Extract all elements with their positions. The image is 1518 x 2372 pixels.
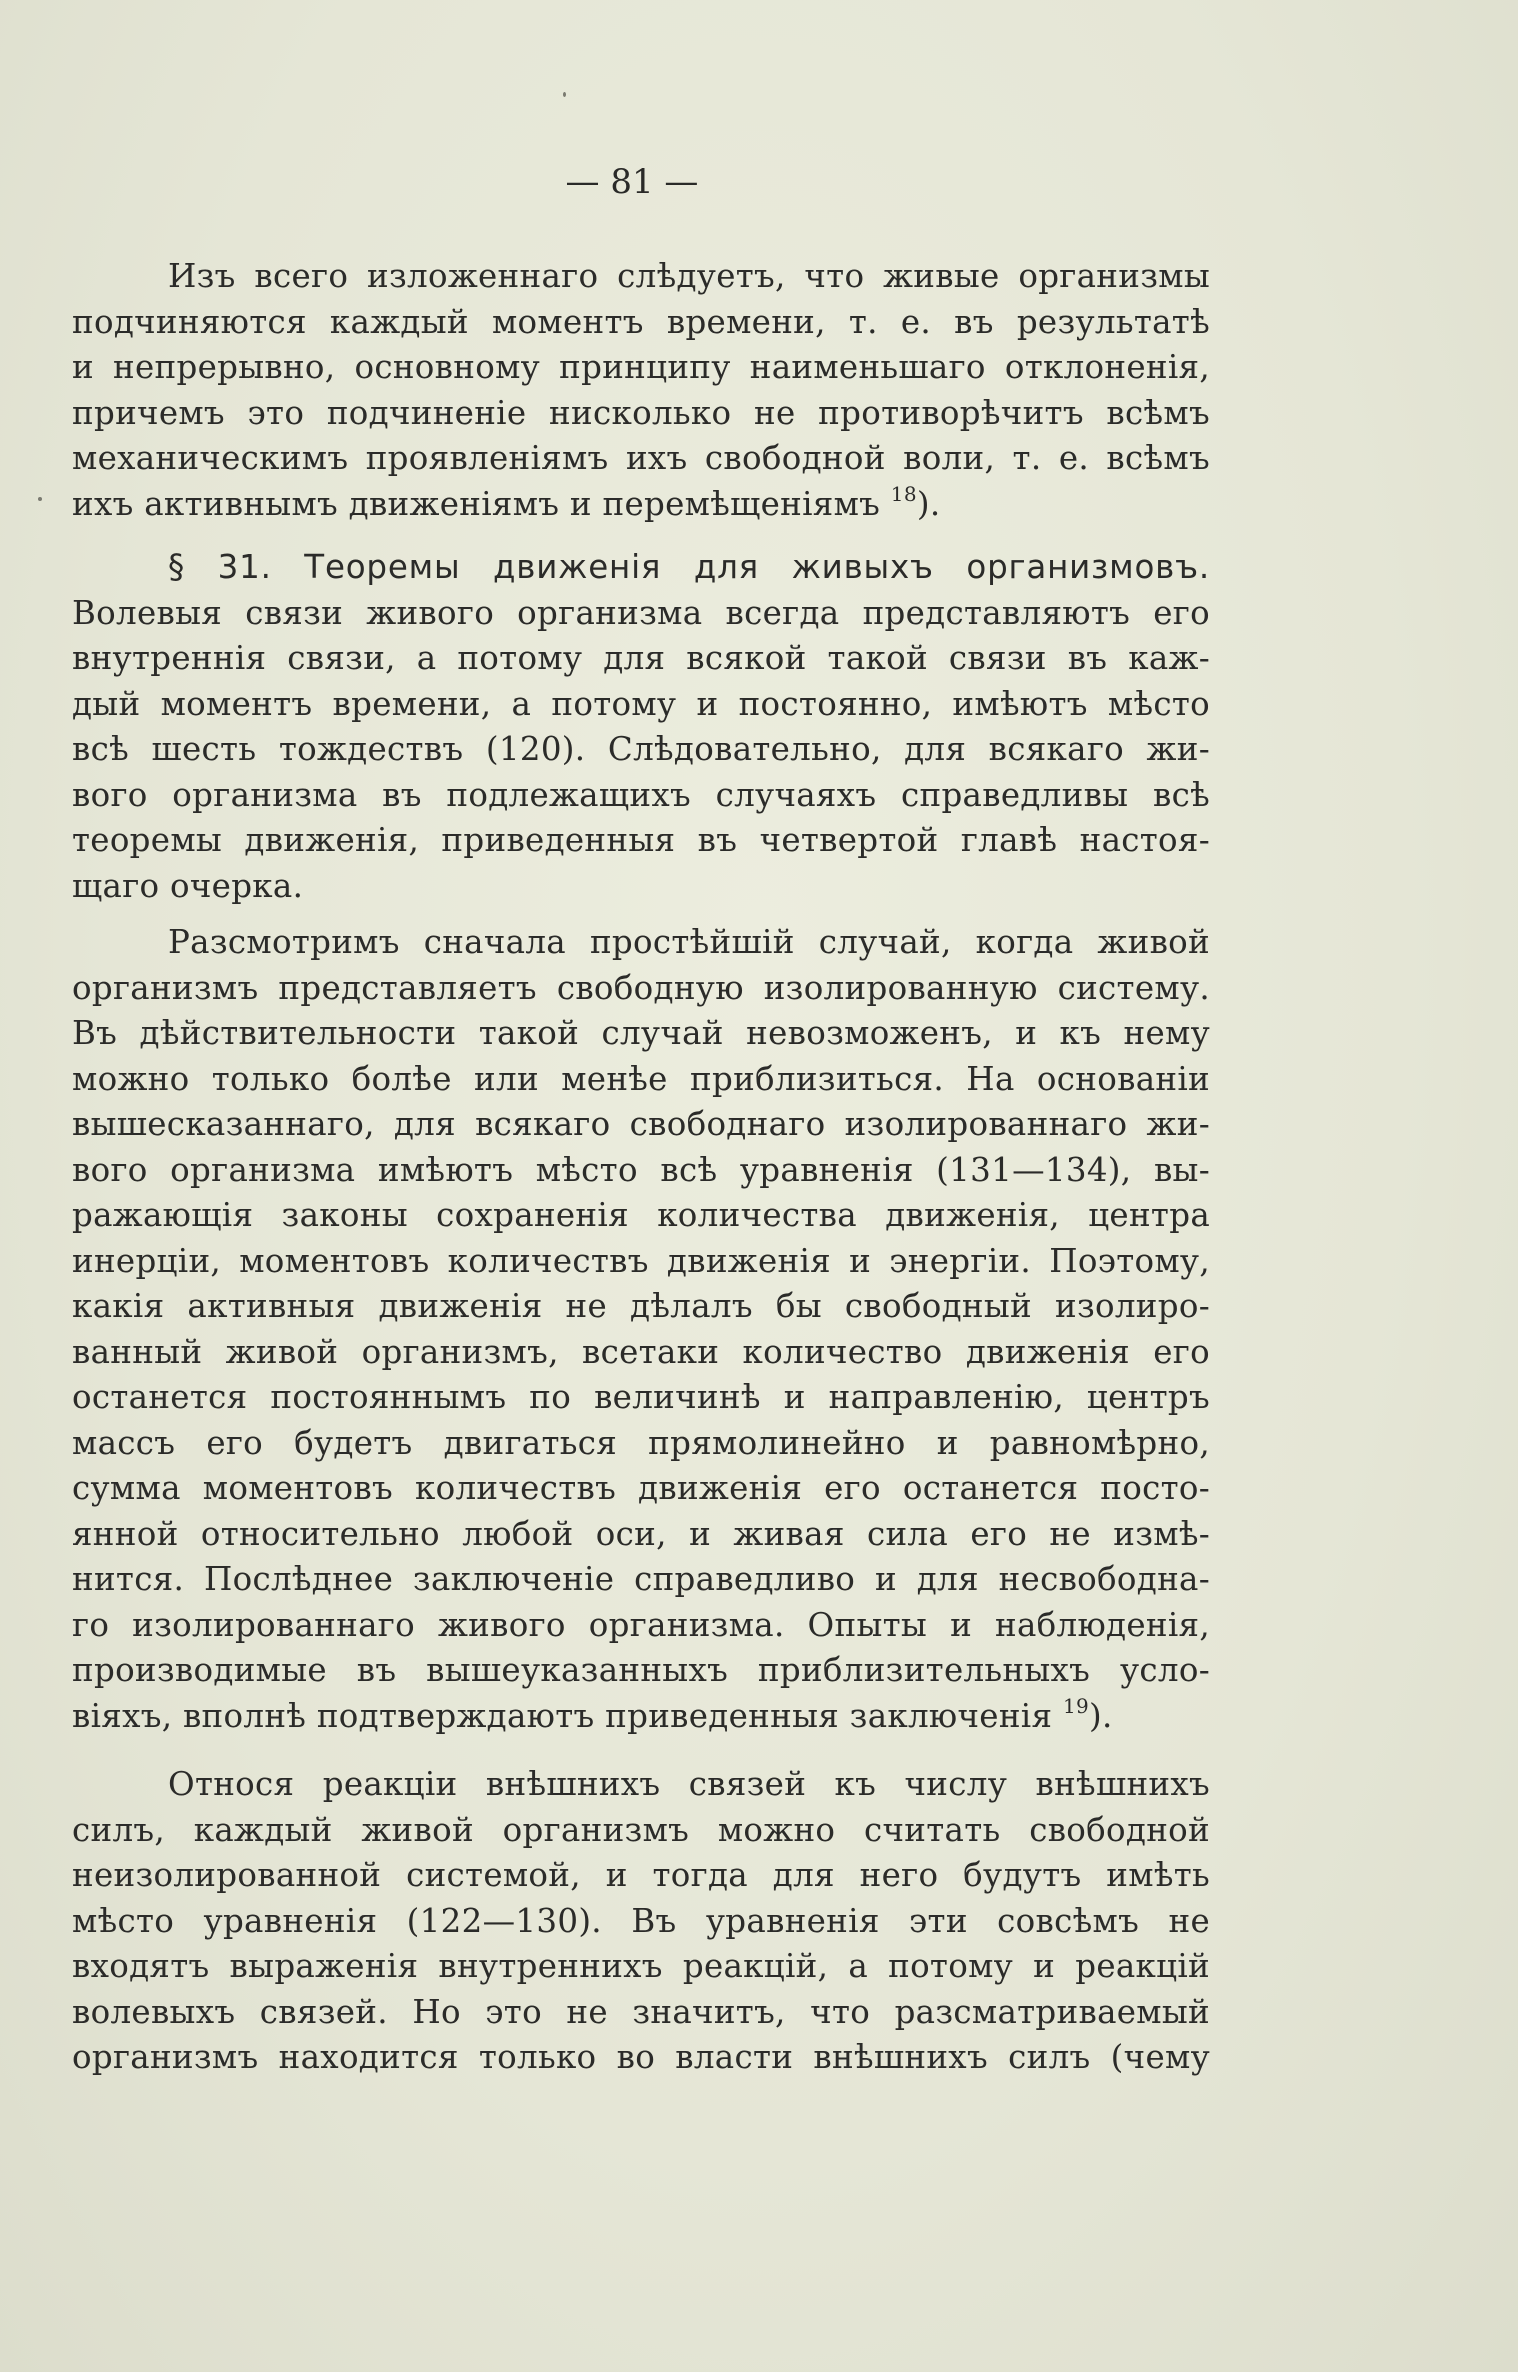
text-line: Въ дѣйствительности такой случай невозможенъ, и къ нему [72, 1014, 1210, 1052]
text-line [72, 1694, 1210, 1740]
text-line: вышесказаннаго, для всякаго свободнаго изолированнаго жи- [72, 1105, 1210, 1143]
footnote-ref: 18 [890, 481, 917, 506]
text-line: организмъ находится только во власти внѣшнихъ силъ (чему [72, 2038, 1210, 2076]
paragraph-1 [72, 254, 1210, 527]
text-line: производимые въ вышеуказанныхъ приблизительныхъ усло- [72, 1651, 1210, 1689]
text-line: щаго очерка. [72, 866, 304, 905]
text-line: причемъ это подчиненіе нисколько не противорѣчитъ всѣмъ [72, 393, 1210, 432]
text-line: останется постояннымъ по величинѣ и направленію, центръ [72, 1378, 1210, 1416]
text-line: неизолированной системой, и тогда для него будутъ имѣть [72, 1856, 1210, 1894]
text-line: вого организма имѣютъ мѣсто всѣ уравненія (131—134), вы- [72, 1150, 1210, 1189]
text-line: янной относительно любой оси, и живая сила его не измѣ- [72, 1514, 1210, 1553]
text-line: можно только болѣе или менѣе приблизиться. На основаніи [72, 1059, 1210, 1098]
text-line: ванный живой организмъ, всетаки количество движенія его [72, 1332, 1210, 1371]
text-line: входятъ выраженія внутреннихъ реакцій, а потому и реакцій [72, 1947, 1210, 1985]
text-line: Разсмотримъ сначала простѣйшій случай, когда живой [168, 923, 1210, 961]
paragraph-3 [72, 920, 1210, 1739]
text-line: и непрерывно, основному принципу наименьшаго отклоненія, [72, 348, 1210, 386]
text-line-tail: ). [1089, 1696, 1113, 1735]
text-line: массъ его будетъ двигаться прямолинейно и равномѣрно, [72, 1423, 1210, 1462]
text-line: какія активныя движенія не дѣлалъ бы свободный изолиро- [72, 1287, 1210, 1325]
text-line: теоремы движенія, приведенныя въ четвертой главѣ настоя- [72, 821, 1210, 859]
paper-speck [563, 92, 566, 97]
footnote-ref: 19 [1062, 1693, 1090, 1718]
text-line: вого организма въ подлежащихъ случаяхъ справедливы всѣ [72, 775, 1210, 814]
text-line: силъ, каждый живой организмъ можно считать свободной [72, 1810, 1210, 1849]
text-line: инерціи, моментовъ количествъ движенія и энергіи. Поэтому, [72, 1241, 1210, 1280]
text-line: Волевыя связи живого организма всегда представляютъ его [72, 593, 1210, 632]
text-line: волевыхъ связей. Но это не значитъ, что разсматриваемый [72, 1992, 1210, 2031]
text-line: подчиняются каждый моментъ времени, т. е. въ результатѣ [72, 302, 1210, 341]
text-line: нится. Послѣднее заключеніе справедливо и для несвободна- [72, 1560, 1210, 1598]
text-line: всѣ шесть тождествъ (120). Слѣдовательно, для всякаго жи- [72, 730, 1210, 768]
text-line: сумма моментовъ количествъ движенія его останется посто- [72, 1469, 1210, 1507]
text-line: го изолированнаго живого организма. Опыты и наблюденія, [72, 1605, 1210, 1644]
text-line [72, 482, 1210, 528]
text-line: дый моментъ времени, а потому и постоянно, имѣютъ мѣсто [72, 684, 1210, 723]
paragraph-4 [72, 1762, 1210, 2081]
text-line: механическимъ проявленіямъ ихъ свободной воли, т. е. всѣмъ [72, 439, 1210, 477]
text-line: Относя реакціи внѣшнихъ связей къ числу внѣшнихъ [168, 1765, 1210, 1803]
paper-speck [38, 497, 42, 501]
text-line: Изъ всего изложеннаго слѣдуетъ, что живые организмы [168, 257, 1210, 295]
text-line: ражающія законы сохраненія количества движенія, центра [72, 1196, 1210, 1234]
text-line-tail: ). [916, 484, 941, 523]
page-number: — 81 — [565, 162, 699, 202]
text-line: внутреннія связи, а потому для всякой такой связи въ каж- [72, 639, 1210, 677]
text-line-body: віяхъ, вполнѣ подтверждаютъ приведенныя заключенія [72, 1696, 1053, 1735]
section-heading: § 31. Теоремы движенія для живыхъ организмовъ. [168, 548, 1210, 586]
text-line: организмъ представляетъ свободную изолированную систему. [72, 968, 1210, 1007]
paragraph-2 [72, 545, 1210, 909]
text-line: мѣсто уравненія (122—130). Въ уравненія эти совсѣмъ не [72, 1901, 1210, 1940]
text-line-body: ихъ активнымъ движеніямъ и перемѣщеніямъ [72, 484, 881, 523]
